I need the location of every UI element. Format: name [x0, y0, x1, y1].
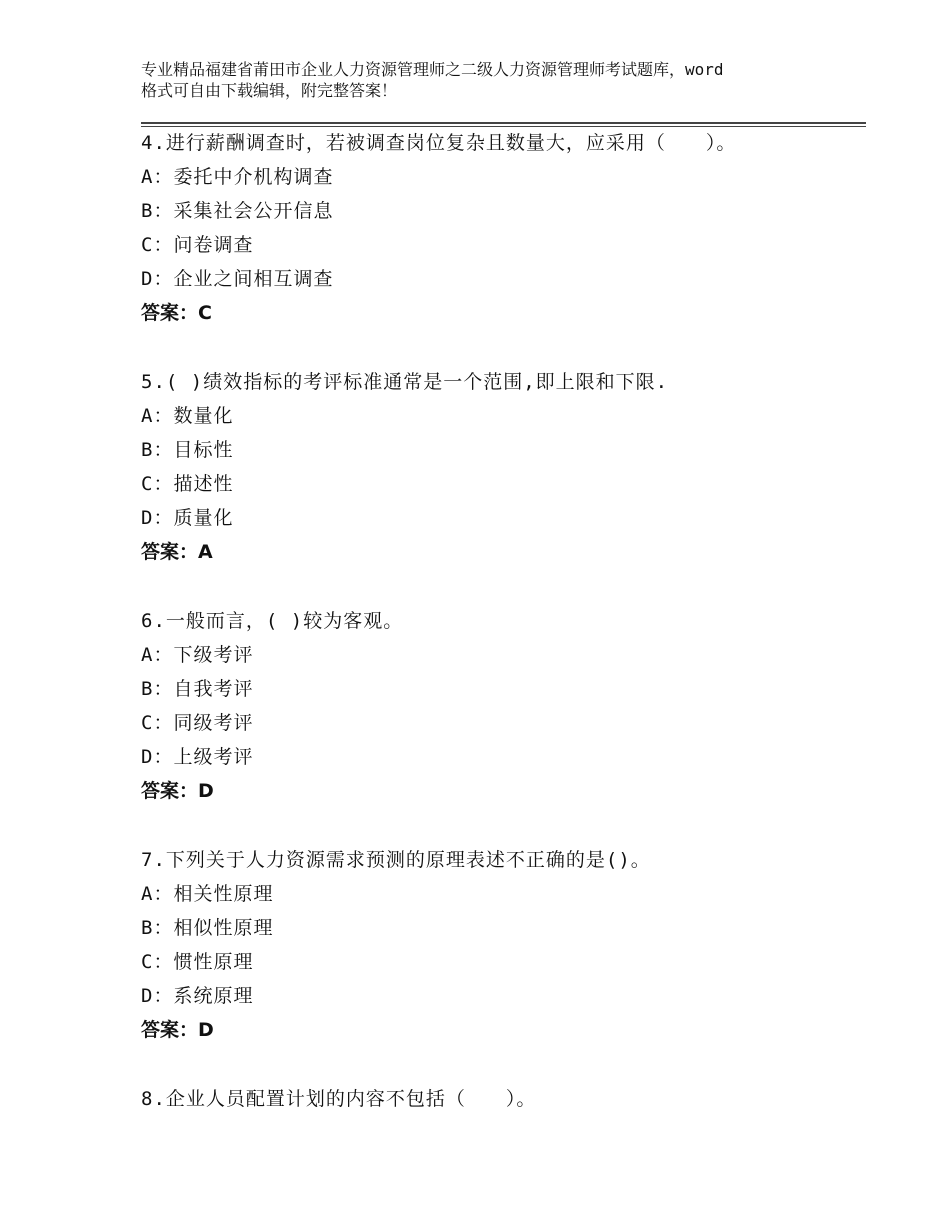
- answer-line: [141, 1013, 861, 1047]
- option-d: D：系统原理: [141, 985, 254, 1007]
- option-b: B：自我考评: [141, 678, 254, 700]
- answer-value: A: [198, 541, 213, 563]
- question-7: [141, 843, 861, 1047]
- option-d: D：企业之间相互调查: [141, 268, 334, 290]
- header-line-1: 专业精品福建省莆田市企业人力资源管理师之二级人力资源管理师考试题库，word: [141, 60, 724, 79]
- header-rule-thick: [141, 122, 866, 124]
- option-b: B：采集社会公开信息: [141, 200, 334, 222]
- option-b: B：相似性原理: [141, 917, 274, 939]
- option-a: A：委托中介机构调查: [141, 166, 334, 188]
- document-header: [141, 59, 841, 101]
- answer-value: C: [198, 302, 212, 324]
- option-a: A：数量化: [141, 405, 234, 427]
- header-line-2: 格式可自由下载编辑，附完整答案！: [141, 81, 398, 100]
- option-c: C：惯性原理: [141, 951, 254, 973]
- question-stem: 7.下列关于人力资源需求预测的原理表述不正确的是()。: [141, 849, 651, 871]
- answer-line: [141, 535, 861, 569]
- option-d: D：质量化: [141, 507, 234, 529]
- answer-value: D: [198, 780, 214, 802]
- question-stem: 4.进行薪酬调查时，若被调查岗位复杂且数量大，应采用（ ）。: [141, 132, 737, 154]
- answer-label: 答案：: [141, 1019, 199, 1041]
- answer-label: 答案：: [141, 302, 199, 324]
- question-5: [141, 365, 861, 569]
- option-c: C：问卷调查: [141, 234, 254, 256]
- option-b: B：目标性: [141, 439, 234, 461]
- answer-line: [141, 296, 861, 330]
- option-a: A：下级考评: [141, 644, 254, 666]
- option-c: C：同级考评: [141, 712, 254, 734]
- answer-value: D: [198, 1019, 214, 1041]
- question-stem: 6.一般而言，( )较为客观。: [141, 610, 404, 632]
- question-stem: 5.( )绩效指标的考评标准通常是一个范围,即上限和下限.: [141, 371, 669, 393]
- answer-label: 答案：: [141, 780, 199, 802]
- option-d: D：上级考评: [141, 746, 254, 768]
- answer-line: [141, 774, 861, 808]
- question-8: [141, 1082, 861, 1116]
- question-stem: 8.企业人员配置计划的内容不包括（ ）。: [141, 1088, 537, 1110]
- answer-label: 答案：: [141, 541, 199, 563]
- question-6: [141, 604, 861, 808]
- option-c: C：描述性: [141, 473, 234, 495]
- question-4: [141, 126, 861, 330]
- option-a: A：相关性原理: [141, 883, 274, 905]
